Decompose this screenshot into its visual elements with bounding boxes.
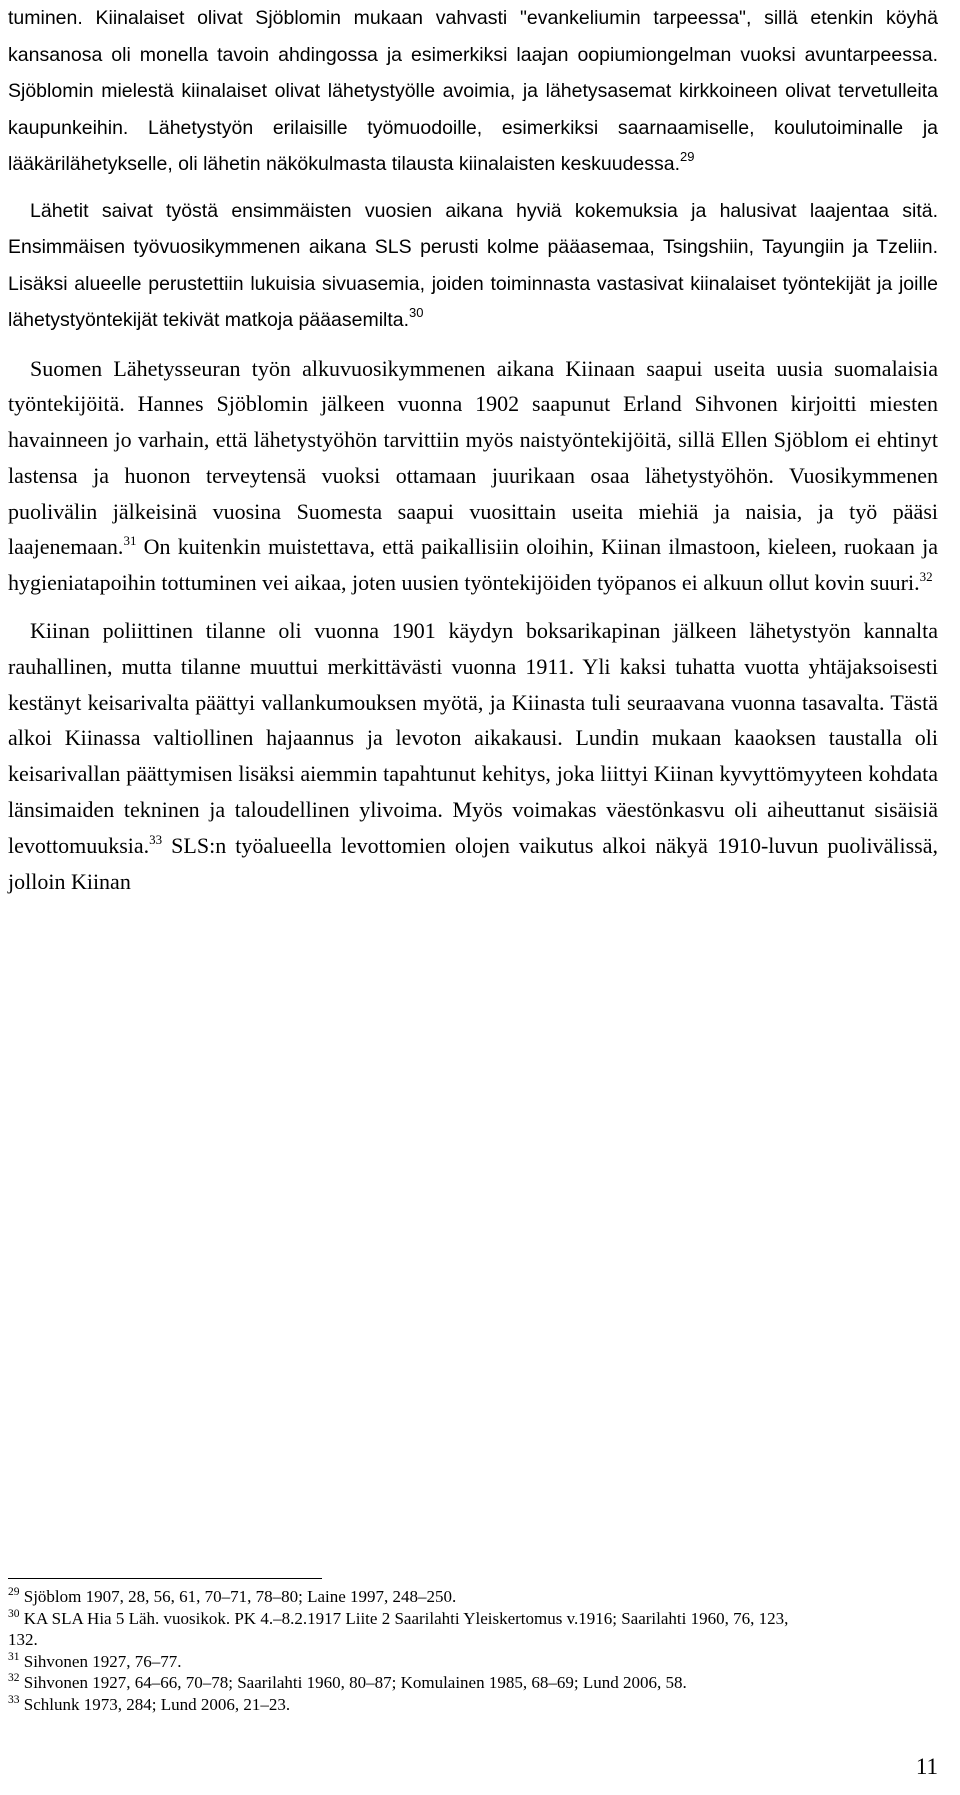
paragraph-text-continued: On kuitenkin muistettava, että paikallisiin oloihin, Kiinan ilmastoon, kieleen, ruokaan ja hygieniatapoihin tottuminen vei aikaa, joten uusien työntekijöiden työpanos ei alkuun ollut kovin suuri. — [8, 534, 938, 596]
body-paragraph-2 — [8, 193, 938, 339]
footnote-number: 32 — [8, 1672, 20, 1684]
footnote-number: 30 — [8, 1607, 20, 1620]
footnote-divider — [8, 1578, 322, 1579]
paragraph-text: Suomen Lähetysseuran työn alkuvuosikymmenen aikana Kiinaan saapui useita uusia suomalaisia työntekijöitä. Hannes Sjöblomin jälkeen vuonna 1902 saapunut Erland Sihvonen kirjoitti miesten havainneen jo varhain, että lähetystyöhön tarvittiin myös naistyöntekijöitä, sillä Ellen Sjöblom ei ehtinyt lastensa ja huonon terveytensä vuoksi ottamaan juurikaan osaa lähetystyöhön. Vuosikymmenen puolivälin jälkeisinä vuosina Suomesta saapui vuosittain useita miehiä ja naisia, ja työ pääsi laajenemaan. — [8, 355, 938, 560]
body-paragraph-3 — [8, 351, 938, 602]
paragraph-text: tuminen. Kiinalaiset olivat Sjöblomin mukaan vahvasti "evankeliumin tarpeessa", sillä etenkin köyhä kansanosa oli monella tavoin ahdingossa ja esimerkiksi laajan oopiumiongelman vuoksi avuntarpeessa. Sjöblomin mielestä kiinalaiset olivat lähetystyölle avoimia, ja lähetysasemat kirkkoineen olivat tervetulleita kaupunkeihin. Lähetystyön erilaisille työmuodoille, esimerkiksi saarnaamiselle, koulutoiminalle ja lääkärilähetykselle, oli lähetin näkökulmasta tilausta kiinalaisten keskuudessa. — [8, 7, 938, 175]
footnote-text: Schlunk 1973, 284; Lund 2006, 21–23. — [23, 1694, 291, 1714]
footnote-text: Sihvonen 1927, 64–66, 70–78; Saarilahti 1960, 80–87; Komulainen 1985, 68–69; Lund 2006, 58. — [23, 1673, 687, 1692]
footnote-30 — [8, 1608, 808, 1651]
page-number: 11 — [915, 1754, 938, 1779]
footnote-number: 29 — [8, 1586, 20, 1598]
body-paragraph-4 — [8, 613, 938, 899]
footnote-reference-32[interactable]: 32 — [919, 569, 933, 585]
footnotes-section — [8, 1586, 808, 1715]
footnote-text: KA SLA Hia 5 Läh. vuosikok. PK 4.–8.2.1917 Liite 2 Saarilahti Yleiskertomus v.1916; Saarilahti 1960, 76, 123, 132. — [8, 1608, 789, 1649]
footnote-text: Sjöblom 1907, 28, 56, 61, 70–71, 78–80; Laine 1997, 248–250. — [23, 1587, 457, 1606]
page-body — [8, 0, 938, 899]
footnote-reference-30[interactable]: 30 — [409, 305, 424, 320]
footnote-number: 31 — [8, 1650, 20, 1663]
paragraph-text: Lähetit saivat työstä ensimmäisten vuosien aikana hyviä kokemuksia ja halusivat laajentaa sitä. Ensimmäisen työvuosikymmenen aikana SLS perusti kolme pääasemaa, Tsingshiin, Tayungiin ja Tzeliin. Lisäksi alueelle perustettiin lukuisia sivuasemia, joiden toiminnasta vastasivat kiinalaiset työntekijät ja joille lähetystyöntekijät tekivät matkoja pääasemilta. — [8, 199, 938, 331]
footnote-33 — [8, 1694, 808, 1716]
body-paragraph-1 — [8, 0, 938, 183]
footnote-reference-31[interactable]: 31 — [123, 533, 137, 549]
paragraph-text-continued: SLS:n työalueella levottomien olojen vaikutus alkoi näkyä 1910-luvun puolivälissä, jolloin Kiinan — [8, 832, 938, 894]
footnote-number: 33 — [8, 1693, 20, 1706]
paragraph-text: Kiinan poliittinen tilanne oli vuonna 1901 käydyn boksarikapinan jälkeen lähetystyön kannalta rauhallinen, mutta tilanne muuttui merkittävästi vuonna 1911. Yli kaksi tuhatta vuotta yhtäjaksoisesti kestänyt keisarivalta päättyi vallankumouksen myötä, ja Kiinasta tuli seuraavana vuonna tasavalta. Tästä alkoi Kiinassa valtiollinen hajaannus ja levoton aikakausi. Lundin mukaan kaaoksen taustalla oli keisarivallan päättymisen lisäksi aiemmin tapahtunut kehitys, joka liittyi Kiinan kyvyttömyyteen kohdata länsimaiden tekninen ja taloudellinen ylivoima. Myös voimakas väestönkasvu oli aiheuttanut sisäisiä levottomuuksia. — [8, 618, 938, 858]
footnote-32 — [8, 1672, 808, 1694]
footnote-31 — [8, 1651, 808, 1673]
footnote-reference-29[interactable]: 29 — [680, 149, 695, 164]
footnote-reference-33[interactable]: 33 — [149, 831, 163, 847]
footnote-text: Sihvonen 1927, 76–77. — [23, 1651, 182, 1671]
footnote-29 — [8, 1586, 808, 1608]
